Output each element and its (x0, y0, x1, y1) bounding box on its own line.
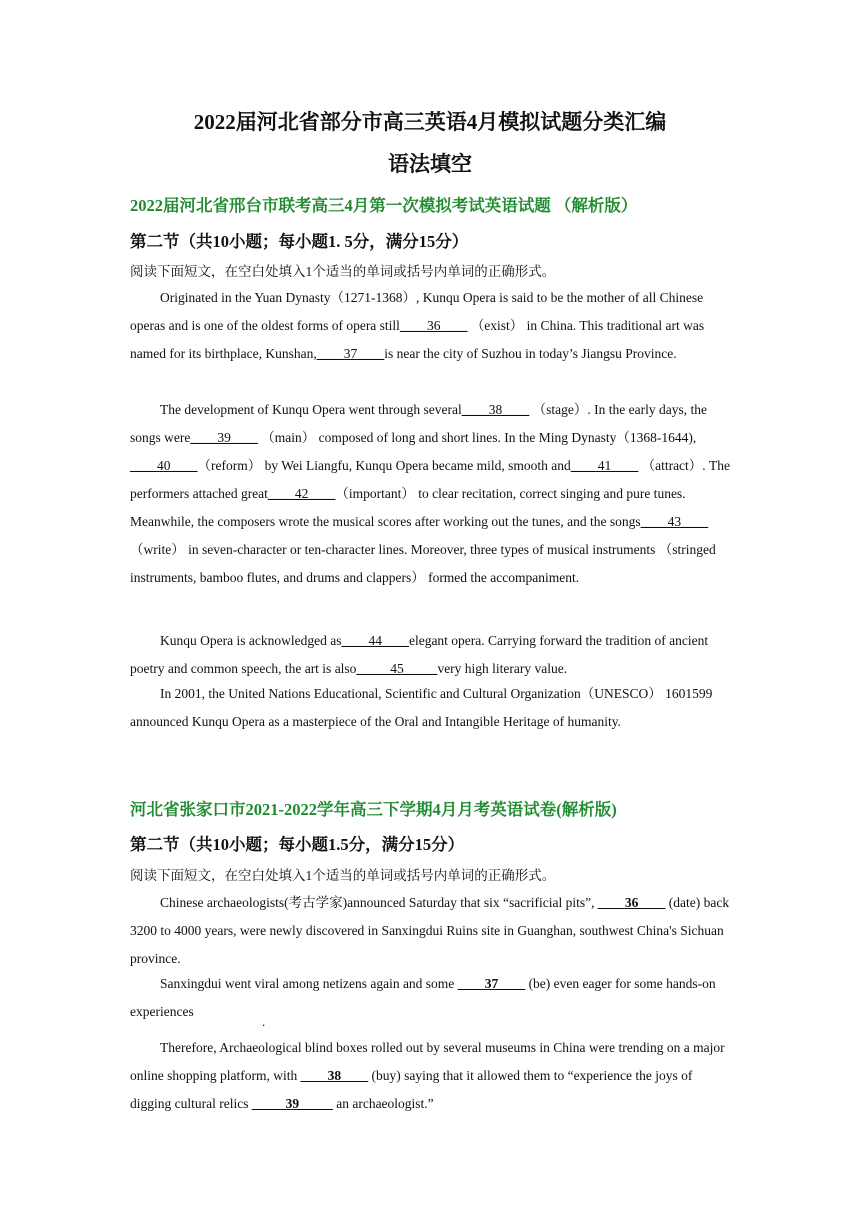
blank-42: ____42____ (267, 486, 336, 501)
section1-source-title: 2022届河北省邢台市联考高三4月第一次模拟考试英语试题 （解析版） (130, 196, 638, 215)
section1-paragraph-3: Kunqu Opera is acknowledged as____44____elegant opera. Carrying forward the tradition of ancient poetry and common speech, the art is also_____45_____very high literary value. (130, 633, 709, 676)
section2-paragraph-2: Sanxingdui went viral among netizens again and some ____37____ (be) even eager for some hands-on experiences (130, 976, 716, 1019)
blank-45: _____45_____ (356, 661, 438, 676)
blank-41: ____41____ (570, 458, 639, 473)
section1-paragraph-1: Originated in the Yuan Dynasty（1271-1368）, Kunqu Opera is said to be the mother of all Chinese operas and is one of the oldest forms of opera still____36____ （exist） in China. This traditional art was named for its birthplace, Kunshan,____37____is near the city of Suzhou in today’s Jiangsu Province. (130, 290, 705, 361)
section1-heading: 第二节（共10小题；每小题1. 5分，满分15分） (130, 232, 469, 251)
section2-paragraph-3: Therefore, Archaeological blind boxes rolled out by several museums in China were trending on a major online shopping platform, with ____38____ (buy) saying that it allowed them to “experience the joys of digging cultural relics _____39_____ an archaeologist.” (130, 1040, 725, 1111)
blank-36: ____36____ (597, 895, 666, 910)
blank-38: ____38____ (300, 1068, 369, 1083)
blank-43: ____43____ (640, 514, 709, 529)
blank-36: ____36____ (399, 318, 468, 333)
section2-paragraph-1: Chinese archaeologists(考古学家)announced Saturday that six “sacrificial pits”, ____36____ (date) back 3200 to 4000 years, were newly discovered in Sanxingdui Ruins site in Guanghan, southwest China's Sichuan province. (130, 895, 730, 966)
blank-38: ____38____ (461, 402, 530, 417)
section2-heading: 第二节（共10小题；每小题1.5分，满分15分） (130, 835, 465, 854)
section1-instruction: 阅读下面短文，在空白处填入1个适当的单词或括号内单词的正确形式。 (130, 264, 556, 279)
section1-paragraph-4: In 2001, the United Nations Educational, Scientific and Cultural Organization（UNESCO） 1601599 announced Kunqu Opera as a masterpiece of the Oral and Intangible Heritage of humanity. (130, 686, 713, 729)
blank-39: ____39____ (190, 430, 258, 445)
blank-37: ____37____ (457, 976, 526, 991)
blank-37: ____37____ (316, 346, 385, 361)
document-title: 2022届河北省部分市高三英语4月模拟试题分类汇编 (193, 110, 667, 134)
blank-44: ____44____ (341, 633, 409, 648)
blank-39: _____39_____ (251, 1096, 333, 1111)
stray-dot: . (262, 1014, 266, 1029)
section1-paragraph-2: The development of Kunqu Opera went through several____38____ （stage）. In the early days, the songs were____39____ （main） composed of long and short lines. In the Ming Dynasty（1368-1644), ____40____（reform） by Wei Liangfu, Kunqu Opera became mild, smooth and____41____ （attract）. The performers attached great____42____（important） to clear recitation, correct singing and pure tunes. Meanwhile, the composers wrote the musical scores after working out the tunes, and the songs____43____ （write） in seven-character or ten-character lines. Moreover, three types of musical instruments （stringed instruments, bamboo flutes, and drums and clappers） formed the accompaniment. (130, 402, 731, 585)
document-subtitle: 语法填空 (388, 152, 472, 176)
section2-source-title: 河北省张家口市2021-2022学年高三下学期4月月考英语试卷(解析版) (130, 800, 617, 819)
blank-40: ____40____ (130, 458, 198, 473)
section2-instruction: 阅读下面短文，在空白处填入1个适当的单词或括号内单词的正确形式。 (130, 868, 556, 883)
